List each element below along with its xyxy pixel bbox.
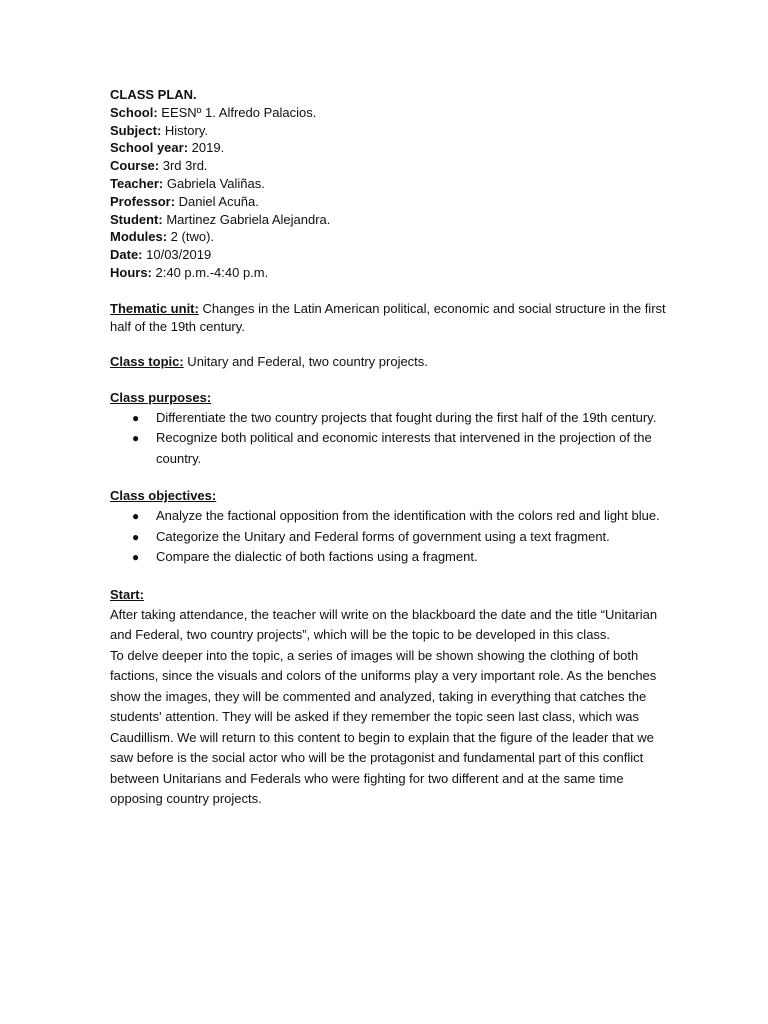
class-purposes-section xyxy=(110,389,670,469)
list-item-text: Compare the dialectic of both factions using a fragment. xyxy=(156,549,478,565)
start-paragraph: To delve deeper into the topic, a series of images will be shown showing the clothing of both factions, since the visuals and colors of the uniforms play a very important role. As the benches show the images, they will be commented and analyzed, taking in everything that catches the students' attention. They will be asked if they remember the topic seen last class, which was Caudillism. We will return to this content to begin to explain that the figure of the leader that we saw before is the social actor who will be the protagonist and fundamental part of this conflict between Unitarians and Federals who were fighting for two different and at the same time opposing country projects. xyxy=(110,647,657,807)
field-school xyxy=(110,104,670,122)
field-label: Professor: xyxy=(110,193,176,209)
document-page xyxy=(110,86,670,810)
class-topic xyxy=(110,353,670,371)
field-label: Course: xyxy=(110,158,160,174)
field-student xyxy=(110,211,670,229)
field-school-year xyxy=(110,139,670,157)
list-item-text: Categorize the Unitary and Federal forms of government using a text fragment. xyxy=(156,528,610,544)
start-paragraph: After taking attendance, the teacher will write on the blackboard the date and the title “Unitarian and Federal, two country projects”, which will be the topic to be developed in this class. xyxy=(110,606,658,643)
field-value: Gabriela Valiñas. xyxy=(163,175,265,191)
thematic-unit xyxy=(110,300,670,336)
bullet-icon: ● xyxy=(132,550,140,565)
field-value: History. xyxy=(161,122,209,138)
list-item xyxy=(110,527,670,548)
start-section xyxy=(110,586,670,810)
class-purposes-heading: Class purposes: xyxy=(110,390,212,406)
field-label: Student: xyxy=(110,211,163,227)
thematic-unit-text: Changes in the Latin American political, economic and social structure in the first half of the 19th century. xyxy=(110,300,666,334)
list-item-text: Recognize both political and economic interests that intervened in the projection of the country. xyxy=(156,430,652,466)
field-label: Teacher: xyxy=(110,175,164,191)
start-heading: Start: xyxy=(110,586,144,602)
field-label: School year: xyxy=(110,140,189,156)
field-label: Date: xyxy=(110,247,143,263)
document-title: CLASS PLAN. xyxy=(110,87,197,102)
field-label: School: xyxy=(110,104,158,120)
field-date xyxy=(110,246,670,264)
class-objectives-section xyxy=(110,487,670,567)
field-hours xyxy=(110,264,670,282)
list-item-text: Differentiate the two country projects that fought during the first half of the 19th century. xyxy=(156,409,657,425)
field-value: 10/03/2019 xyxy=(142,247,212,263)
list-item-text: Analyze the factional opposition from the identification with the colors red and light blue. xyxy=(156,508,660,524)
class-objectives-heading: Class objectives: xyxy=(110,488,217,504)
class-topic-text: Unitary and Federal, two country projects. xyxy=(183,354,428,370)
thematic-unit-label: Thematic unit: xyxy=(110,300,199,316)
bullet-icon: ● xyxy=(132,431,140,446)
bullet-icon: ● xyxy=(132,410,140,425)
field-value: Daniel Acuña. xyxy=(175,193,259,209)
class-topic-label: Class topic: xyxy=(110,354,184,370)
field-value: 2019. xyxy=(188,140,225,156)
field-value: 2 (two). xyxy=(167,229,215,245)
field-value: 3rd 3rd. xyxy=(159,158,208,174)
field-modules xyxy=(110,228,670,246)
bullet-icon: ● xyxy=(132,529,140,544)
class-purposes-list xyxy=(110,408,670,470)
field-subject xyxy=(110,122,670,140)
field-label: Subject: xyxy=(110,122,162,138)
field-label: Modules: xyxy=(110,229,168,245)
field-label: Hours: xyxy=(110,264,152,280)
list-item xyxy=(110,408,670,429)
field-teacher xyxy=(110,175,670,193)
bullet-icon: ● xyxy=(132,509,140,524)
list-item xyxy=(110,547,670,568)
field-professor xyxy=(110,193,670,211)
field-value: EESNº 1. Alfredo Palacios. xyxy=(157,104,317,120)
field-value: Martinez Gabriela Alejandra. xyxy=(162,211,331,227)
start-body xyxy=(110,605,670,810)
field-value: 2:40 p.m.-4:40 p.m. xyxy=(151,264,269,280)
field-course xyxy=(110,157,670,175)
list-item xyxy=(110,506,670,527)
header-fields xyxy=(110,104,670,282)
list-item xyxy=(110,428,670,469)
class-objectives-list xyxy=(110,506,670,568)
